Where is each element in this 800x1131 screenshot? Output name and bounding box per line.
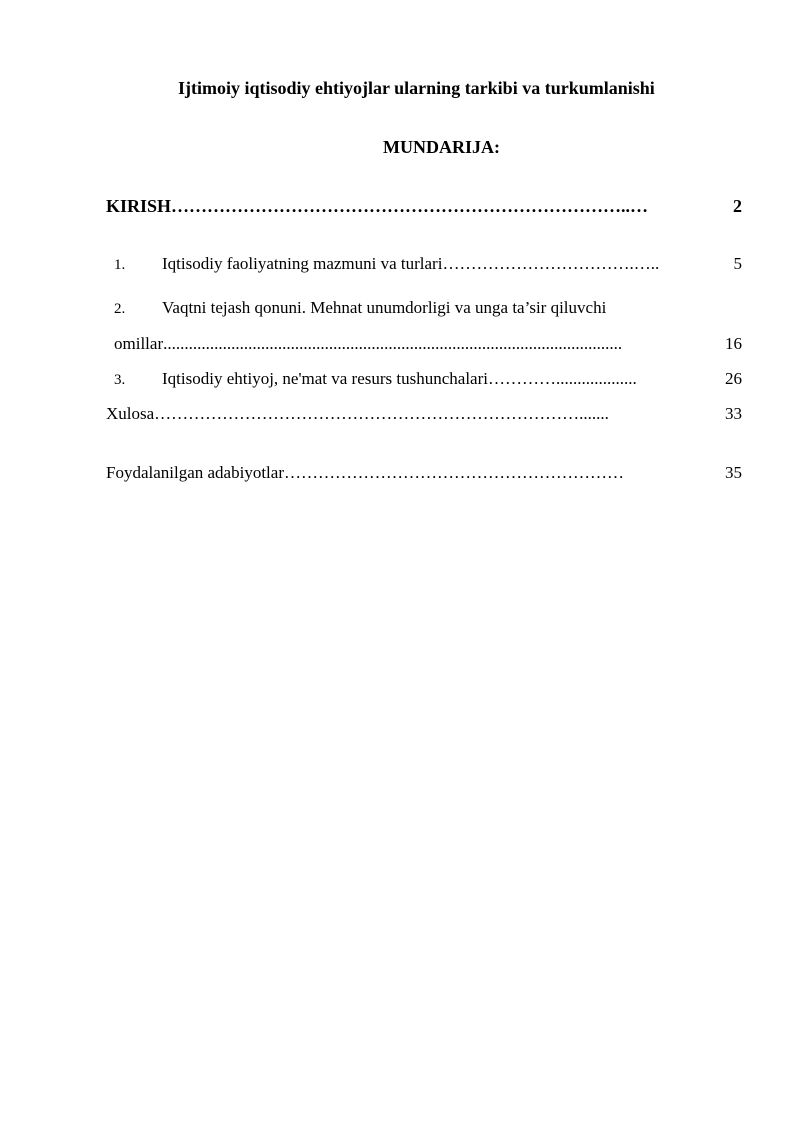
toc-entry-label: Vaqtni tejash qonuni. Mehnat unumdorligi va unga ta’sir qiluvchi bbox=[162, 298, 607, 317]
toc-page-number: 16 bbox=[725, 334, 742, 353]
toc-item-number: 3. bbox=[114, 372, 126, 388]
toc-entry-intro[interactable] bbox=[106, 196, 742, 217]
toc-leader-dots: ............................................................................................................ bbox=[163, 334, 623, 353]
toc-entry-label: Iqtisodiy ehtiyoj, ne'mat va resurs tushunchalari bbox=[162, 369, 488, 388]
toc-item-number: 1. bbox=[114, 257, 126, 273]
toc-leader-dots: …………………………………………………………………..… bbox=[171, 196, 649, 216]
toc-entry-item-3[interactable] bbox=[114, 369, 742, 389]
toc-leader-dots: …………………………………………………………………....... bbox=[154, 404, 609, 423]
toc-entry-label: KIRISH bbox=[106, 196, 172, 216]
toc-page-number: 26 bbox=[725, 369, 742, 388]
toc-item-number: 2. bbox=[114, 301, 126, 317]
toc-entry-label: Iqtisodiy faoliyatning mazmuni va turlari bbox=[162, 254, 443, 273]
toc-page-number: 33 bbox=[725, 404, 742, 423]
toc-entry-label: omillar bbox=[114, 334, 164, 353]
toc-entry-label: Foydalanilgan adabiyotlar bbox=[106, 463, 284, 482]
toc-entry-references[interactable] bbox=[106, 463, 742, 483]
toc-entry-item-1[interactable] bbox=[114, 254, 742, 274]
toc-page-number: 2 bbox=[733, 196, 742, 216]
toc-heading: MUNDARIJA: bbox=[383, 137, 500, 157]
toc-entry-item-2-continuation[interactable] bbox=[114, 334, 742, 354]
toc-leader-dots: …………………………….….. bbox=[442, 254, 660, 273]
toc-leader-dots: …………………………………………………… bbox=[283, 463, 624, 482]
document-title: Ijtimoiy iqtisodiy ehtiyojlar ularning tarkibi va turkumlanishi bbox=[178, 78, 655, 98]
toc-leader-dots: …………................... bbox=[488, 369, 637, 388]
toc-page-number: 35 bbox=[725, 463, 742, 482]
toc-entry-conclusion[interactable] bbox=[106, 404, 742, 424]
toc-entry-item-2[interactable] bbox=[114, 298, 742, 318]
toc-page-number: 5 bbox=[733, 254, 742, 273]
toc-entry-label: Xulosa bbox=[106, 404, 155, 423]
